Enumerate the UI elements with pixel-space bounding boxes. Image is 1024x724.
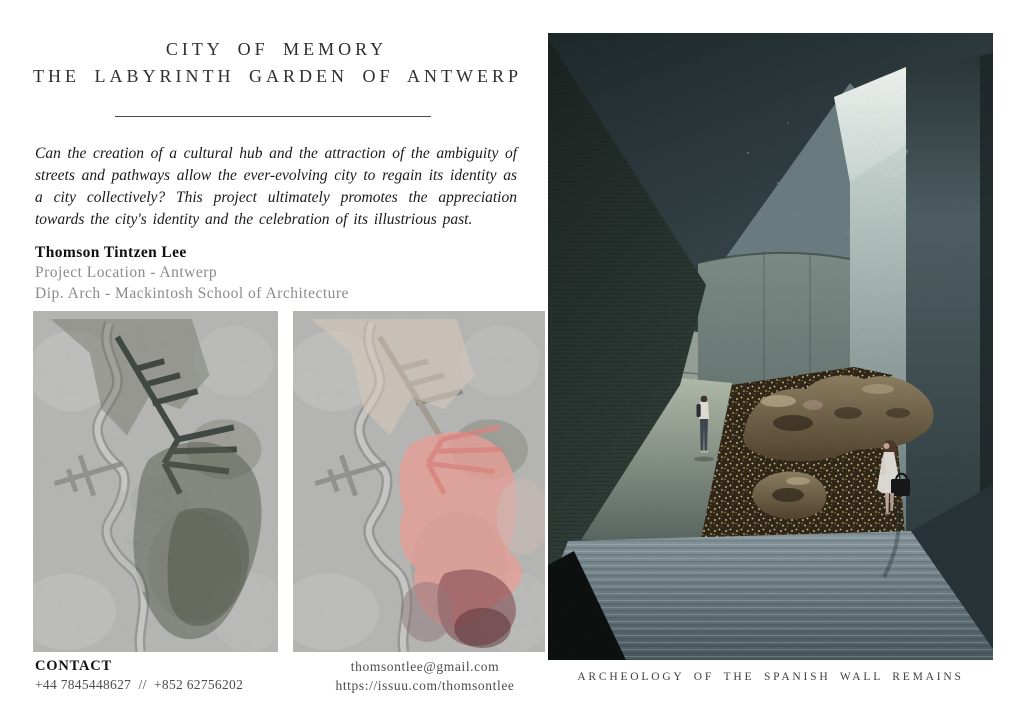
render-caption: ARCHEOLOGY OF THE SPANISH WALL REMAINS (577, 671, 964, 683)
contact-email: thomsontlee@gmail.com (350, 659, 500, 674)
poster-title-line-2: THE LABYRINTH GARDEN OF ANTWERP (33, 66, 522, 86)
map-antwerp-existing-city-svg (33, 311, 278, 652)
contact-phones: +44 7845448627 // +852 62756202 (35, 677, 244, 692)
title-underline (115, 116, 431, 117)
contact-block (35, 657, 243, 693)
map-antwerp-pink-highlight-svg (293, 311, 545, 652)
map-antwerp-pink-highlight-image (293, 311, 545, 652)
title-block (33, 36, 520, 90)
project-location: Project Location - Antwerp (35, 264, 218, 281)
project-statement: Can the creation of a cultural hub and the attraction of the ambiguity of streets and pathways allow the ever-evolving city to regain its identity as a city collectively? This project ultimately promotes the appreciation towards the city's identity and the celebration of its illustrious past. (35, 145, 517, 228)
portfolio-url: https://issuu.com/thomsontlee (335, 677, 515, 693)
render-image (548, 33, 993, 660)
render-scene-svg (548, 33, 993, 660)
poster-title-line-1: CITY OF MEMORY (165, 39, 388, 59)
links-block (318, 658, 532, 695)
author-qualification: Dip. Arch - Mackintosh School of Architecture (35, 284, 349, 302)
author-block (35, 242, 349, 304)
contact-heading: CONTACT (35, 658, 113, 674)
author-name: Thomson Tintzen Lee (35, 244, 187, 261)
map-antwerp-existing-city-image (33, 311, 278, 652)
